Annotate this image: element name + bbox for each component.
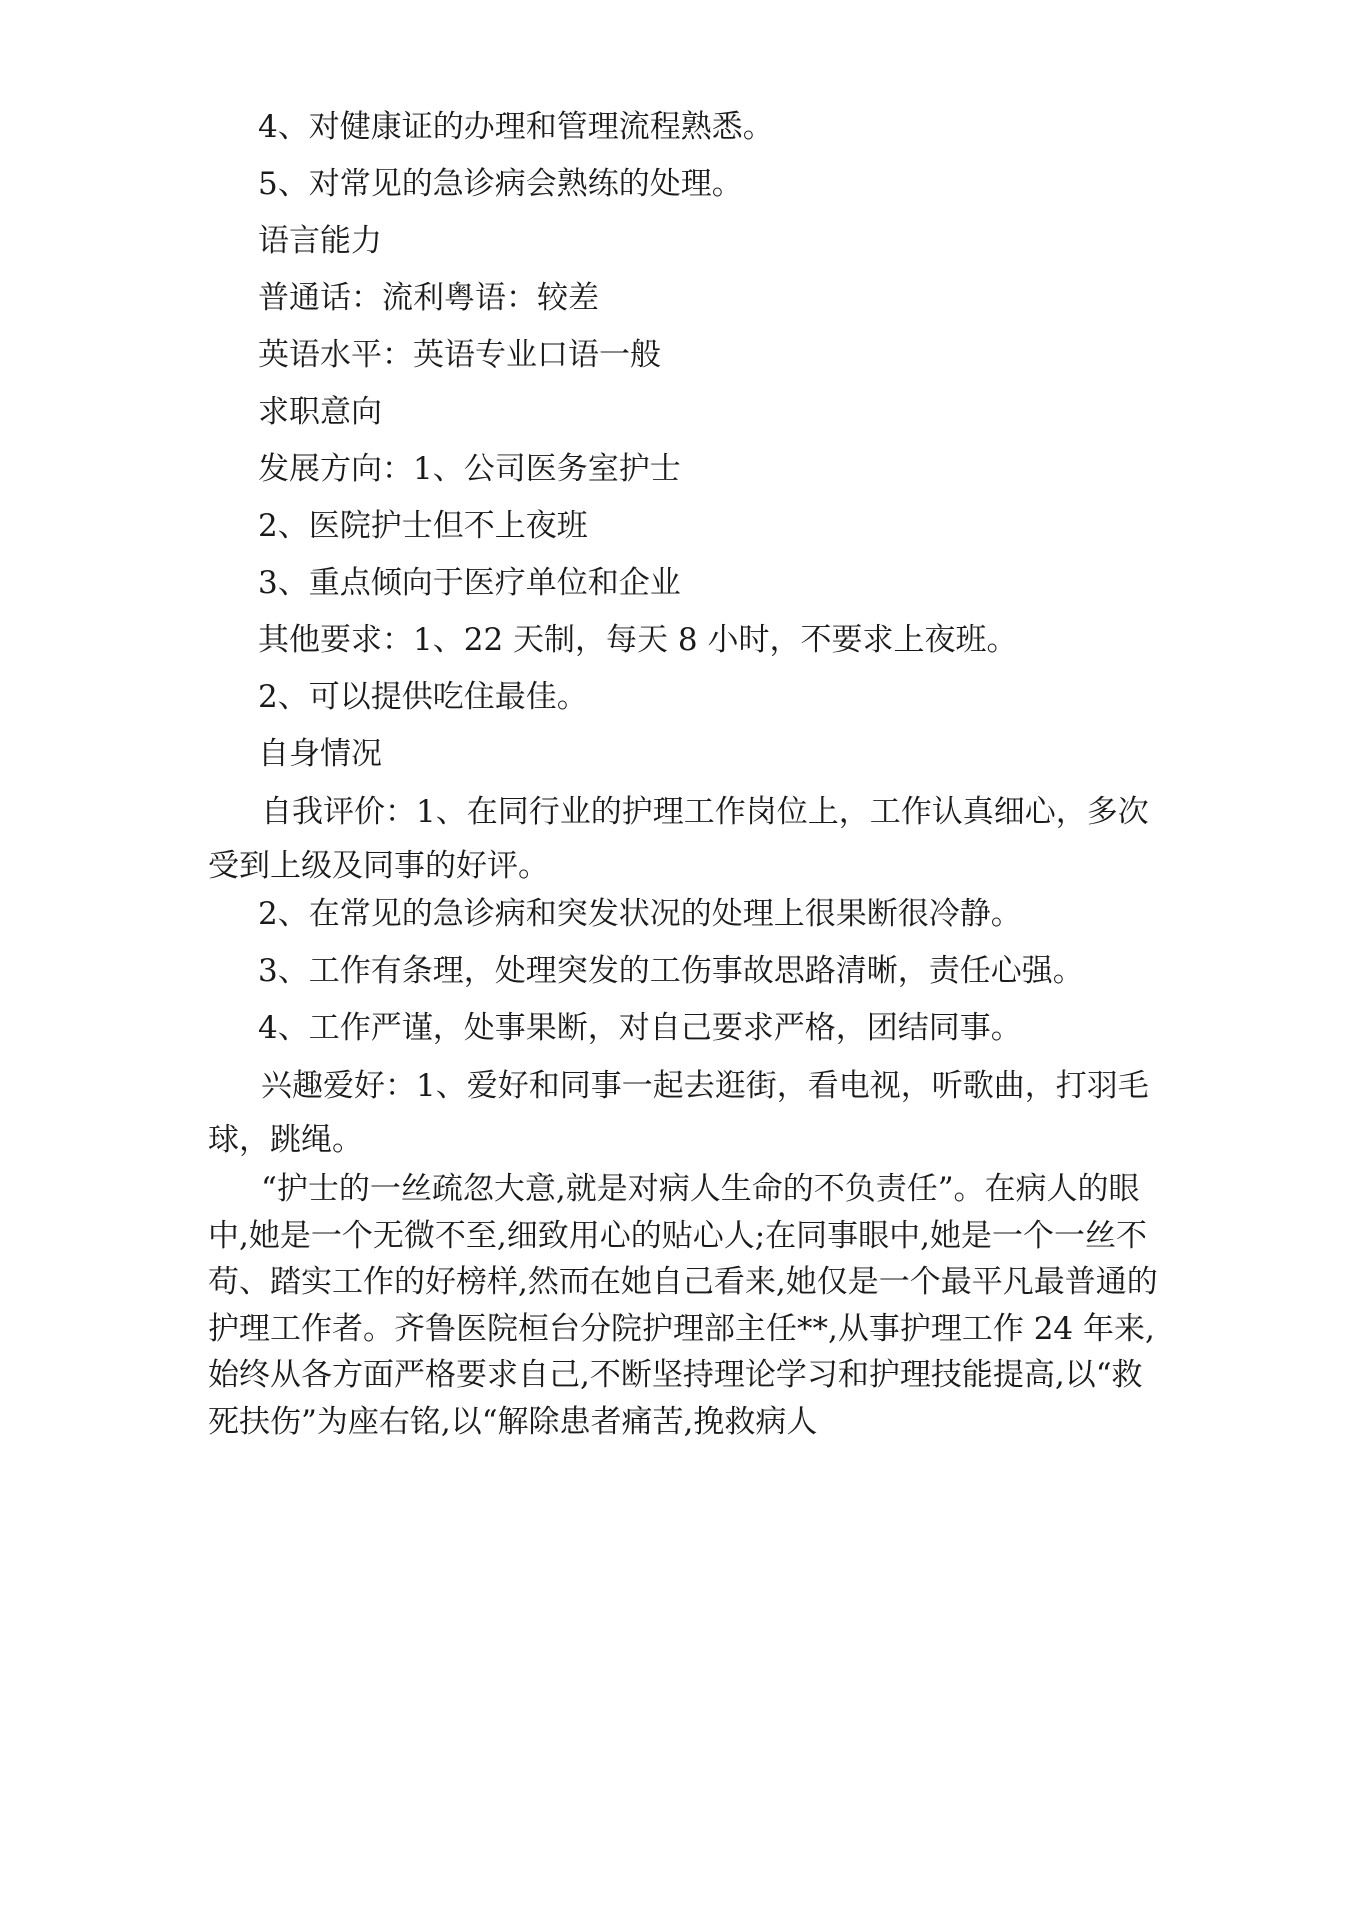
- section-heading-language: 语言能力: [258, 223, 382, 259]
- self-evaluation-point-2: 2、在常见的急诊病和突发状况的处理上很果断很冷静。: [258, 896, 1022, 932]
- closing-paragraph: “护士的一丝疏忽大意,就是对病人生命的不负责任”。在病人的眼中,她是一个无微不至,细致用心的贴心人;在同事眼中,她是一个一丝不苟、踏实工作的好榜样,然而在她自己看来,她仅是一个最平凡最普通的护理工作者。齐鲁医院桓台分院护理部主任**,从事护理工作 24 年来,始终从各方面严格要求自己,不断坚持理论学习和护理技能提高,以“救死扶伤”为座右铭,以“解除患者痛苦,挽救病人: [208, 1171, 1158, 1440]
- skill-item-5: 5、对常见的急诊病会熟练的处理。: [258, 166, 743, 202]
- skill-item-4: 4、对健康证的办理和管理流程熟悉。: [258, 109, 774, 145]
- other-requirement-1: 其他要求：1、22 天制，每天 8 小时，不要求上夜班。: [258, 622, 1018, 658]
- other-requirement-2: 2、可以提供吃住最佳。: [258, 679, 588, 715]
- hobbies-paragraph: 兴趣爱好：1、爱好和同事一起去逛街，看电视，听歌曲，打羽毛球，跳绳。: [208, 1068, 1149, 1158]
- direction-item-2: 2、医院护士但不上夜班: [258, 508, 588, 544]
- section-heading-self: 自身情况: [258, 736, 382, 772]
- self-evaluation-paragraph: 自我评价：1、在同行业的护理工作岗位上，工作认真细心，多次受到上级及同事的好评。: [208, 794, 1149, 884]
- self-evaluation-point-4: 4、工作严谨，处事果断，对自己要求严格，团结同事。: [258, 1010, 1022, 1046]
- language-english: 英语水平：英语专业口语一般: [258, 337, 661, 373]
- section-heading-job-intention: 求职意向: [258, 394, 382, 430]
- direction-item-1: 发展方向：1、公司医务室护士: [258, 451, 681, 487]
- direction-item-3: 3、重点倾向于医疗单位和企业: [258, 565, 681, 601]
- language-mandarin-cantonese: 普通话：流利粤语：较差: [258, 280, 599, 316]
- self-evaluation-point-3: 3、工作有条理，处理突发的工伤事故思路清晰，责任心强。: [258, 953, 1084, 989]
